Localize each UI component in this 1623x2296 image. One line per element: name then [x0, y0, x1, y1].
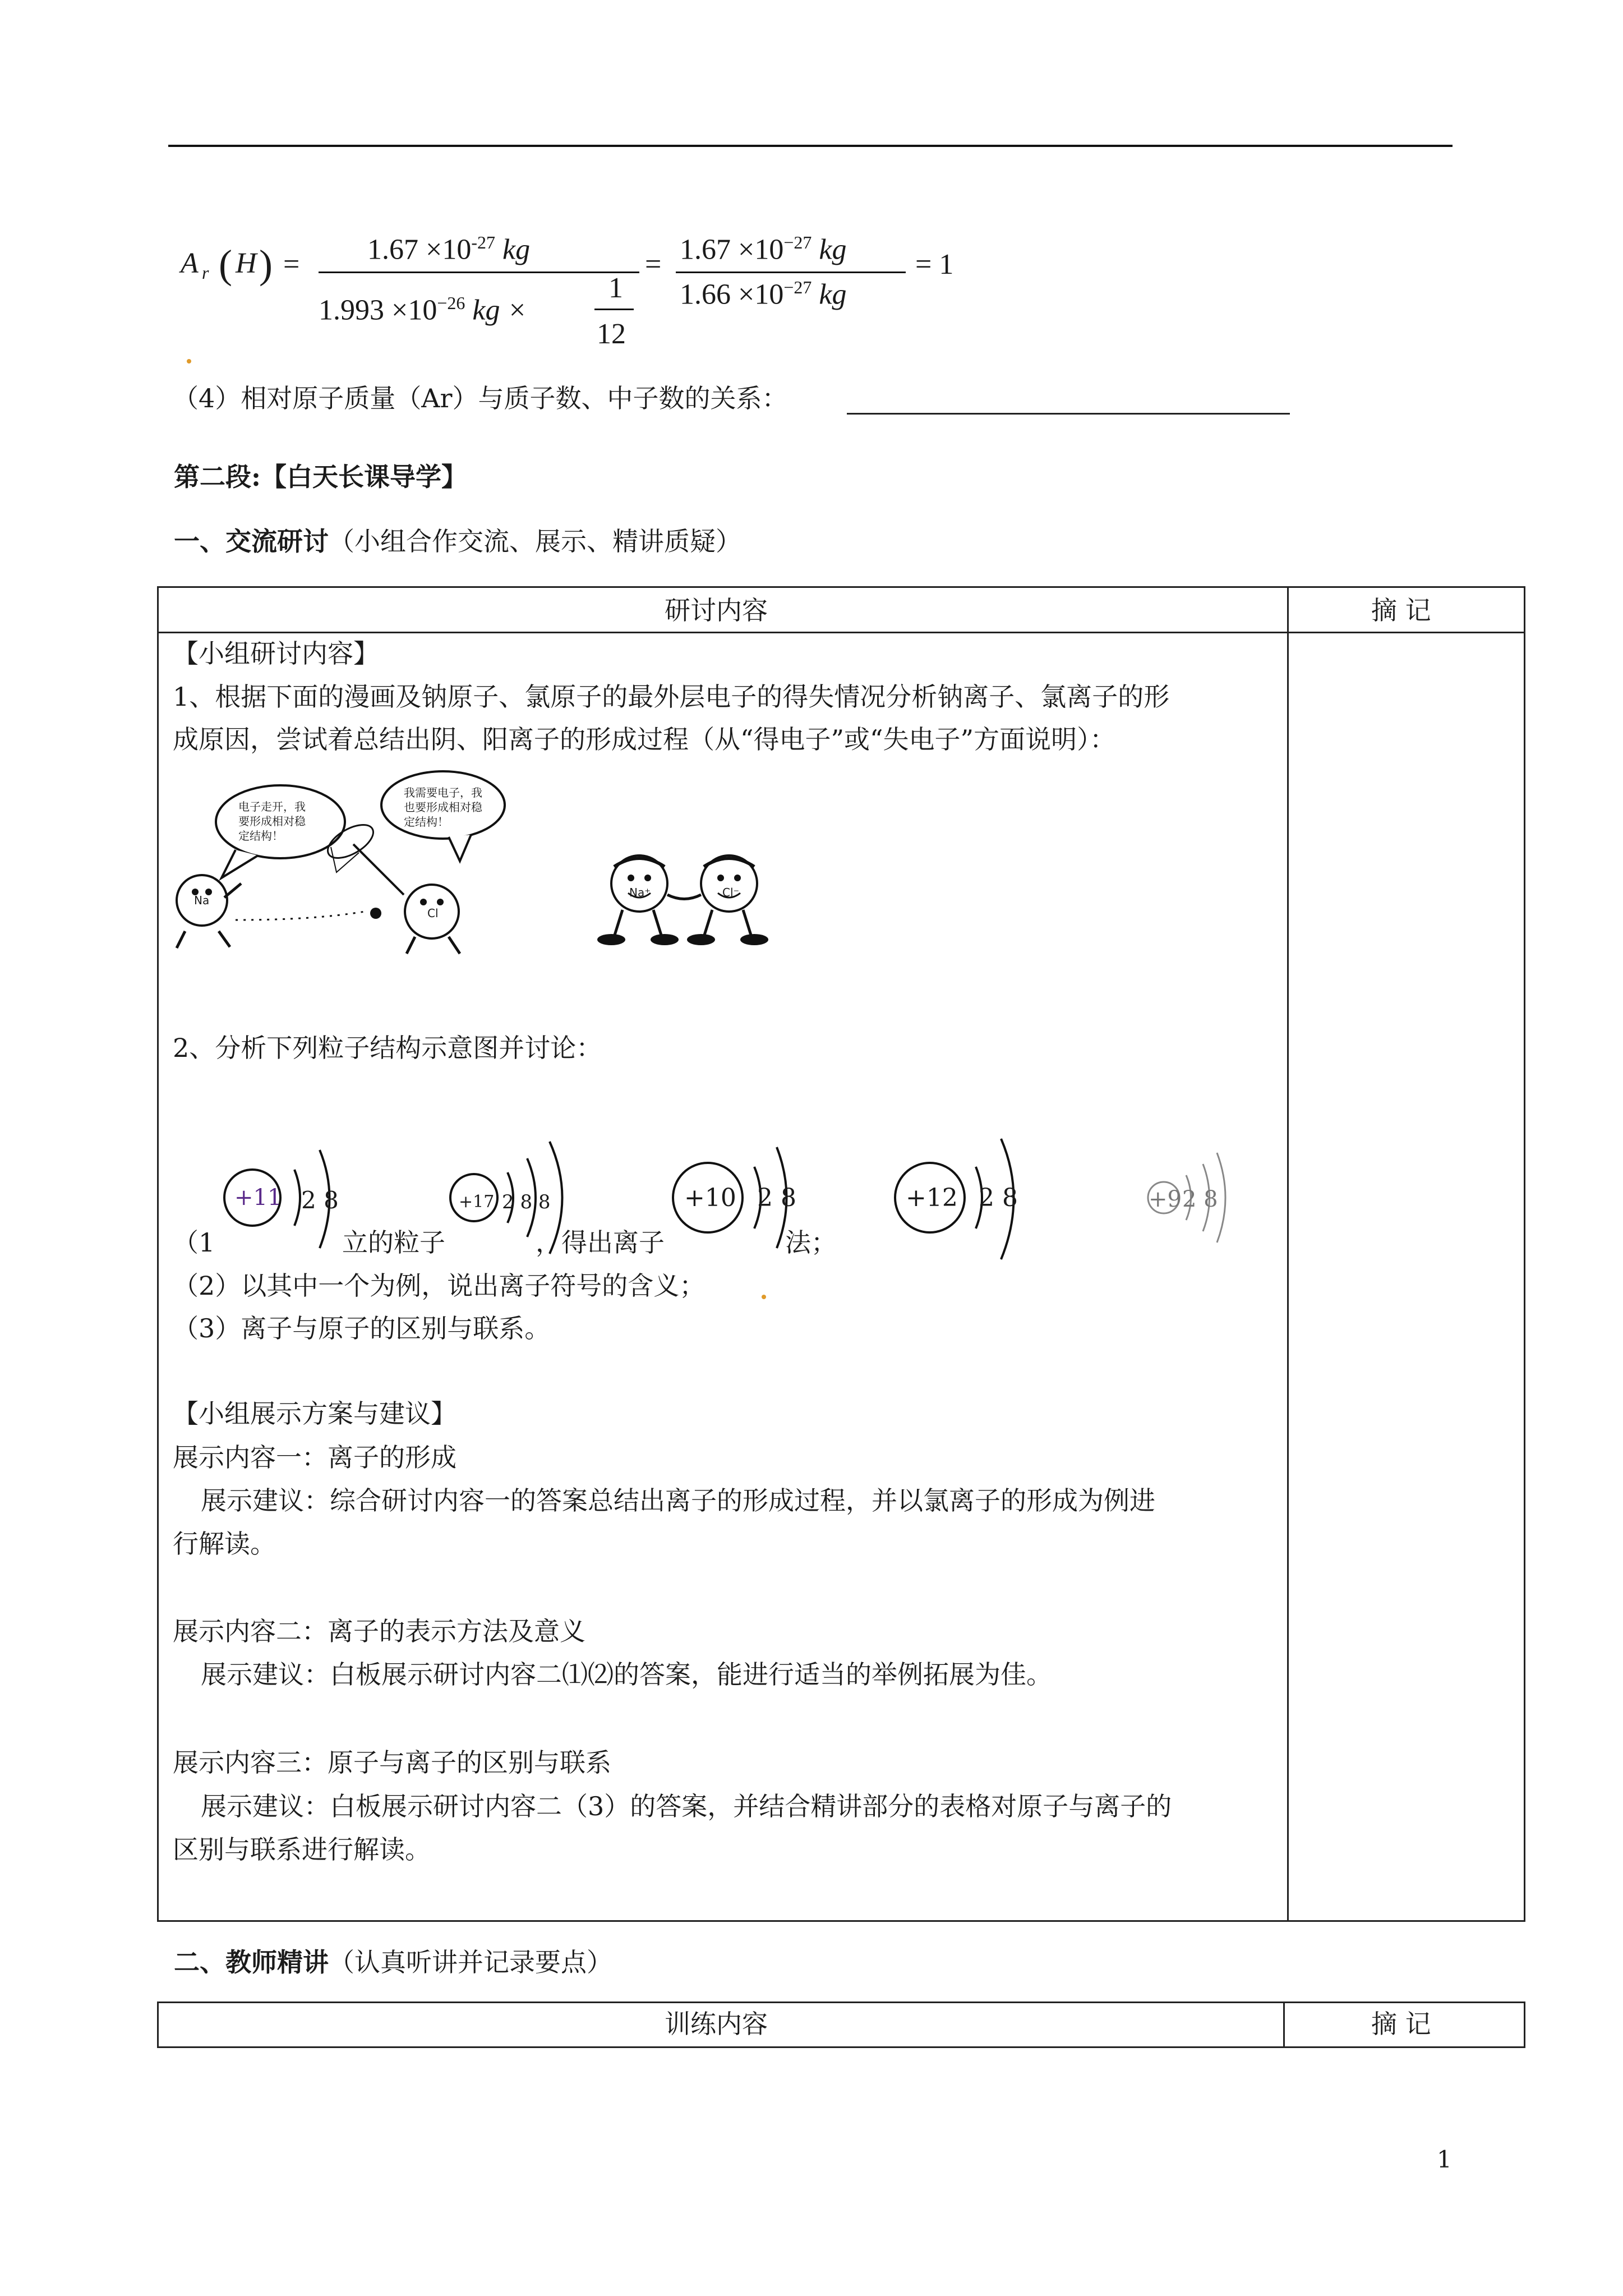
cartoon-illustration — [168, 769, 897, 959]
show-1-advice-line1: 展示建议：综合研讨内容一的答案总结出离子的形成过程，并以氯离子的形成为例进 — [201, 1485, 1155, 1516]
show-3-title: 展示内容三：原子与离子的区别与联系 — [173, 1747, 611, 1778]
formula-equals-1: = — [283, 249, 300, 280]
particle-5-shells: 2 8 — [1182, 1186, 1218, 1212]
fraction1-den-base: 1.993 ×10 — [319, 294, 437, 326]
particle-1-shells: 2 8 — [301, 1186, 339, 1214]
formula-symbol-H: H — [236, 247, 257, 279]
small-fraction-bar — [594, 309, 634, 310]
fraction2-num-exponent: −27 — [783, 232, 812, 252]
question-1-fragment-2: 立的粒子 — [342, 1227, 445, 1258]
electron-transfer-cartoon — [168, 769, 897, 959]
formula-symbol-A: A — [181, 247, 199, 279]
cartoon-label-na: Na — [194, 894, 210, 907]
show-3-advice-line2: 区别与联系进行解读。 — [173, 1834, 431, 1865]
part1-heading — [174, 524, 741, 558]
fraction1-denominator — [319, 293, 527, 326]
orange-mark — [187, 359, 191, 364]
discussion-table-header-divider — [157, 632, 1524, 633]
fraction2-num-base: 1.67 ×10 — [680, 233, 784, 266]
header-rule — [168, 145, 1453, 147]
fraction2-bar — [676, 272, 906, 273]
particle-4-shells: 2 8 — [979, 1184, 1018, 1212]
fraction1-den-exponent: −26 — [437, 293, 465, 313]
small-fraction-denominator: 12 — [597, 318, 626, 350]
fraction2-den-exponent: −27 — [783, 277, 812, 297]
page-number: 1 — [1437, 2146, 1452, 2173]
formula-paren-left: ( — [219, 242, 232, 287]
fraction1-den-unit: kg × — [472, 294, 527, 326]
cartoon-bubble-cl: 我需要电子，我 也要形成相对稳 定结构！ — [404, 786, 482, 829]
item1-line2: 成原因，尝试着总结出阴、阳离子的形成过程（从“得电子”或“失电子”方面说明）： — [173, 724, 1116, 754]
particle-1-nucleus: +11 — [234, 1185, 282, 1211]
question-4: （4）相对原子质量（Ar）与质子数、中子数的关系： — [173, 383, 788, 413]
part1-subtitle: （小组合作交流、展示、精讲质疑） — [329, 526, 741, 556]
fraction2-den-unit: kg — [819, 278, 847, 311]
show-2-title: 展示内容二：离子的表示方法及意义 — [173, 1616, 585, 1646]
lecture-table-header-content: 训练内容 — [665, 2009, 768, 2039]
part2-heading — [174, 1945, 612, 1979]
formula-paren-right: ) — [259, 242, 273, 287]
small-fraction-numerator: 1 — [608, 272, 623, 304]
formula-subscript-r: r — [202, 263, 209, 283]
lecture-table-header-notes: 摘 记 — [1371, 2009, 1431, 2039]
discussion-table-header-notes: 摘 记 — [1371, 595, 1431, 625]
discussion-table-header-content: 研讨内容 — [665, 595, 768, 625]
part2-title: 二、教师精讲 — [174, 1947, 329, 1977]
group-discussion-title: 【小组研讨内容】 — [173, 638, 379, 669]
show-1-advice-line2: 行解读。 — [173, 1529, 276, 1559]
fraction1-num-base: 1.67 ×10 — [367, 233, 472, 266]
fraction1-num-exponent: -27 — [471, 232, 495, 252]
orange-mark-2 — [762, 1295, 766, 1299]
particle-diagrams — [168, 1128, 1267, 1279]
fraction2-num-unit: kg — [819, 233, 847, 266]
formula-equals-2: = — [645, 249, 662, 280]
cartoon-label-cl: Cl — [427, 907, 439, 920]
show-3-advice-line1: 展示建议：白板展示研讨内容二（3）的答案，并结合精讲部分的表格对原子与离子的 — [201, 1791, 1172, 1821]
particle-3-nucleus: +10 — [684, 1184, 736, 1212]
question-1-fragment-4: 法； — [785, 1227, 837, 1258]
section2-title: 第二段:【白天长课导学】 — [174, 462, 467, 492]
item1-line1: 1、根据下面的漫画及钠原子、氯原子的最外层电子的得失情况分析钠离子、氯离子的形 — [173, 682, 1170, 712]
particle-5-nucleus: +9 — [1149, 1186, 1182, 1212]
cartoon-label-cl-ion: Cl⁻ — [722, 886, 740, 899]
question-1-fragment-1: （1 — [173, 1227, 215, 1258]
answer-blank-line — [847, 413, 1290, 415]
lecture-table — [157, 2001, 1525, 2048]
question-1-fragment-3: ，得出离子 — [536, 1227, 665, 1258]
particle-2-nucleus: +17 — [459, 1192, 495, 1212]
cartoon-bubble-na: 电子走开，我 要形成相对稳 定结构！ — [238, 800, 306, 843]
cartoon-label-na-ion: Na⁺ — [629, 886, 651, 899]
show-plan-title: 【小组展示方案与建议】 — [173, 1398, 457, 1429]
particle-3-shells: 2 8 — [757, 1184, 796, 1212]
formula-equals-result: = 1 — [915, 249, 954, 280]
fraction1-num-unit: kg — [502, 233, 531, 266]
fraction1-bar — [319, 272, 639, 273]
part2-subtitle: （认真听讲并记录要点） — [329, 1947, 612, 1977]
question-3: （3）离子与原子的区别与联系。 — [173, 1313, 551, 1343]
part1-title: 一、交流研讨 — [174, 526, 329, 556]
show-1-title: 展示内容一：离子的形成 — [173, 1442, 457, 1473]
item2: 2、分析下列粒子结构示意图并讨论： — [173, 1033, 602, 1063]
particle-4-nucleus: +12 — [906, 1184, 958, 1212]
particle-2-shells: 2 8 8 — [502, 1191, 551, 1213]
fraction2-denominator — [680, 277, 846, 311]
discussion-table-column-divider — [1287, 586, 1289, 1920]
lecture-table-column-divider — [1283, 2001, 1285, 2046]
fraction2-den-base: 1.66 ×10 — [680, 278, 784, 311]
show-2-advice: 展示建议：白板展示研讨内容二⑴⑵的答案，能进行适当的举例拓展为佳。 — [201, 1659, 1052, 1690]
fraction2-numerator — [680, 232, 846, 266]
question-2: （2）以其中一个为例，说出离子符号的含义； — [173, 1271, 706, 1301]
fraction1-numerator — [367, 232, 530, 266]
